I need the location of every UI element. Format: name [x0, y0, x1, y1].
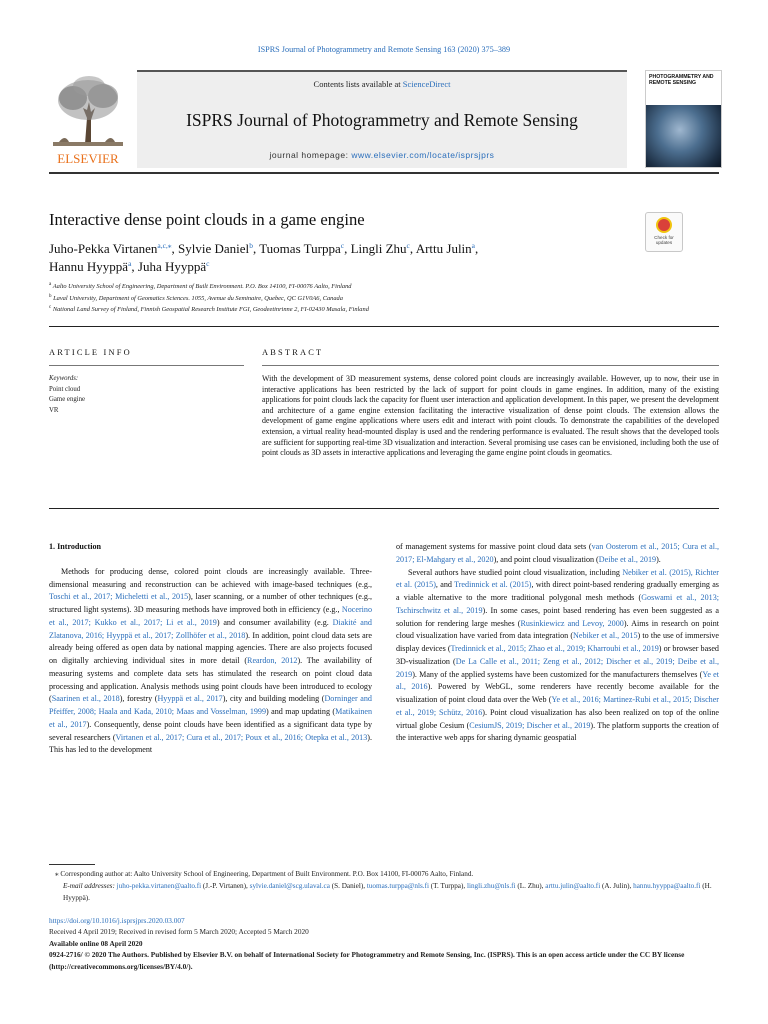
author-separator: , — [475, 241, 479, 256]
author-affiliation-marker[interactable]: a,c,⁎ — [157, 241, 172, 250]
citation-link[interactable]: van Oosterom et al., 2015; Cura et al., 2017; El-Mahgary et al., 2020 — [396, 542, 719, 564]
body-text: ), forestry ( — [119, 694, 158, 704]
citation-link[interactable]: Reardon, 2012 — [247, 656, 298, 665]
abstract-divider — [49, 508, 719, 509]
section-heading-introduction: 1. Introduction — [49, 542, 102, 551]
email-link[interactable]: lingli.zhu@nls.fi — [466, 882, 516, 890]
footnotes — [49, 868, 719, 904]
homepage-link[interactable]: www.elsevier.com/locate/isprsjprs — [351, 150, 495, 160]
header-divider — [49, 326, 719, 327]
sciencedirect-link[interactable]: ScienceDirect — [402, 79, 451, 89]
citation-link[interactable]: Tredinnick et al. (2015) — [454, 580, 532, 590]
intro-paragraph-1-continued — [396, 541, 719, 567]
body-text: ), city and building modeling ( — [222, 694, 325, 704]
citation-link[interactable]: Saarinen et al., 2018 — [51, 694, 120, 704]
affiliation-line — [49, 281, 649, 293]
citation-link[interactable]: CesiumJS, 2019; Discher et al., 2019 — [469, 720, 591, 730]
email-owner: (A. Julin), — [600, 882, 634, 890]
author-name[interactable]: Hannu Hyyppä — [49, 259, 129, 274]
email-owner: (L. Zhu), — [515, 882, 546, 890]
footnote-rule — [49, 864, 95, 865]
homepage-line — [137, 150, 627, 160]
affiliation-line — [49, 293, 649, 305]
body-text: Several authors have studied point cloud visualization, including — [408, 567, 623, 577]
author-affiliation-marker[interactable]: c — [206, 259, 210, 268]
citation-link[interactable]: Diakité and Zlatanova, 2016; Hyyppä et al., 2017; Zollhöfer et al., 2018 — [49, 617, 372, 640]
author-name[interactable]: Arttu Julin — [415, 241, 472, 256]
body-text: ). Many of the applied systems have been customized for the manufacturers themselves ( — [412, 669, 703, 679]
author-list — [49, 240, 589, 276]
author-name[interactable]: Lingli Zhu — [350, 241, 407, 256]
email-addresses — [49, 880, 719, 904]
affiliation-text: Aalto University School of Engineering, Department of Built Environment. P.O. Box 14100, FI-00076 Aalto, Finland — [51, 283, 352, 290]
license-statement: 0924-2716/ © 2020 The Authors. Published by Elsevier B.V. on behalf of International Society for Photogrammetry and Remote Sensing, Inc. (ISPRS). This is an open access article under the CC BY license (http://creativecommons.org/licenses/BY/4.0/). — [49, 950, 685, 971]
body-text: ) to the use of immersive display devices ( — [396, 631, 719, 653]
body-text: ). This has led to the development — [49, 732, 372, 755]
author-affiliation-marker[interactable]: a — [471, 241, 476, 250]
citation-link[interactable]: Ye et al., 2016 — [396, 669, 719, 692]
author-separator: , — [171, 241, 179, 256]
email-link[interactable]: tuomas.turppa@nls.fi — [366, 882, 429, 890]
affiliation-key: c — [49, 305, 52, 311]
received-dates: Received 4 April 2019; Received in revised form 5 March 2020; Accepted 5 March 2020 — [49, 927, 309, 937]
author-separator: , — [252, 241, 260, 256]
body-text: ). The platform supports the creation of the interactive web apps for sharing dynamic geospatial — [396, 720, 720, 743]
email-label: E-mail addresses: — [63, 882, 117, 890]
affiliation-line — [49, 304, 649, 316]
citation-link[interactable]: Deibe et al., 2019 — [598, 554, 657, 564]
abstract-text: With the development of 3D measurement systems, dense colored point clouds are increasingly available. However, up to now, their use in interactive applications has been restricted by the lack of support for point clouds in game engines. In addition, many of the existing applications for point clouds lack the capacity for fluent user interaction and application development. In this paper, we present the development and architecture of a game engine extension facilitating the interactive visualization of dense point clouds. The extension allows the development of game engine applications where users edit and interact with point clouds. To demonstrate the capabilities of the developed extension, a virtual reality head-mounted display is used and the rendering performance is evaluated. The result shows that the developed tools are sufficient for supporting real-time 3D visualization and interaction. Several promising use cases can be envisioned, including both the use of point clouds as 3D assets in interactive applications and leveraging the game engine point clouds in geomatics. — [262, 374, 719, 458]
author-name[interactable]: Tuomas Turppa — [259, 241, 341, 256]
journal-masthead — [49, 70, 723, 166]
journal-citation-link[interactable]: ISPRS Journal of Photogrammetry and Remote Sensing 163 (2020) 375–389 — [257, 45, 511, 54]
body-text: ). In some cases, point based rendering has even been suggested as a solution for rendering large meshes ( — [396, 605, 720, 628]
citation-link[interactable]: Nebiker et al. (2015), Richter et al. (2015) — [396, 567, 719, 590]
body-column-left — [49, 541, 372, 757]
contents-prefix: Contents lists available at — [313, 79, 403, 89]
citation-link[interactable]: Dorninger and Pfeiffer, 2008; Haala and Kada, 2010; Maas and Vosselman, 1999 — [49, 694, 372, 716]
citation-link[interactable]: Tredinnick et al., 2015; Zhao et al., 2019; Kharroubi et al., 2019 — [450, 644, 659, 653]
abstract-heading: ABSTRACT — [262, 348, 324, 357]
check-updates-icon — [656, 217, 672, 233]
keyword: Game engine — [49, 396, 86, 404]
citation-link[interactable]: Nebiker et al., 2015 — [573, 631, 638, 641]
body-text: ). Consequently, dense point clouds have been identified as a significant data type by several researchers ( — [49, 719, 372, 742]
affiliation-text: National Land Survey of Finland, Finnish Geospatial Research Institute FGI, Geodeetinrinne 2, FI-02430 Masala, Finland — [51, 306, 369, 314]
email-link[interactable]: juho-pekka.virtanen@aalto.fi — [116, 882, 202, 890]
article-title: Interactive dense point clouds in a game engine — [49, 210, 365, 229]
keyword-list — [49, 385, 85, 417]
masthead-band — [137, 70, 627, 168]
body-column-right — [396, 541, 719, 745]
cover-title: PHOTOGRAMMETRY AND REMOTE SENSING — [649, 74, 714, 86]
author-separator: , — [131, 259, 138, 274]
citation-link[interactable]: Matikainen et al., 2017 — [49, 707, 373, 729]
body-text: ). — [656, 554, 661, 564]
keyword: Point cloud — [49, 385, 81, 393]
affiliation-key: a — [49, 282, 52, 287]
author-affiliation-marker[interactable]: b — [249, 241, 253, 250]
author-name[interactable]: Juha Hyyppä — [137, 259, 207, 274]
homepage-prefix: journal homepage: — [269, 150, 352, 160]
contents-line — [137, 79, 627, 89]
body-text: , with direct point-based rendering gradually emerging as a viable alternative to the more traditional polygonal mesh methods ( — [396, 580, 719, 602]
corresponding-author-note: ⁎ Corresponding author at: Aalto University School of Engineering, Department of Built Environment. P.O. Box 14100, FI-00076 Aalto, Finland. — [55, 870, 474, 878]
author-affiliation-marker[interactable]: a — [128, 259, 132, 268]
affiliation-text: Laval University, Department of Geomatics Sciences. 1055, Avenue du Seminaire, Quebec, QC G1V0A6, Canada — [51, 294, 343, 302]
article-info-rule — [49, 365, 244, 366]
body-text: , and — [435, 580, 455, 590]
body-text: Methods for producing dense, colored point clouds are increasingly available. Three-dimensional measuring and reconstruction can be achieved with image-based techniques (e.g., — [49, 566, 372, 589]
available-online: Available online 08 April 2020 — [49, 938, 143, 948]
citation-link[interactable]: Virtanen et al., 2017; Cura et al., 2017; Poux et al., 2016; Otepka et al., 2013 — [115, 732, 368, 742]
intro-paragraph-1 — [49, 566, 372, 757]
body-text: ). Powered by WebGL, some renderers have recently become available for the visualization of point cloud data over the Web ( — [396, 682, 720, 704]
email-link[interactable]: arttu.julin@aalto.fi — [545, 882, 601, 890]
doi-link[interactable]: https://doi.org/10.1016/j.isprsjprs.2020.03.007 — [49, 916, 185, 925]
elsevier-logo[interactable] — [49, 72, 127, 166]
author-separator: , — [344, 241, 351, 256]
email-owner: (J.-P. Virtanen), — [201, 882, 250, 890]
keywords-block — [49, 374, 85, 416]
article-info-heading: ARTICLE INFO — [49, 348, 132, 357]
masthead-divider — [49, 172, 719, 174]
journal-cover-thumbnail[interactable] — [645, 70, 722, 168]
author-affiliation-marker[interactable]: c — [340, 241, 345, 250]
body-text: ). In addition, point cloud data sets are already being offered as open data by national mapping agencies. There are also projects focused on digitally archieving individual sites in more detail ( — [49, 630, 372, 665]
body-text: ) and consumer availability (e.g. — [216, 617, 333, 627]
author-name[interactable]: Sylvie Daniel — [178, 241, 250, 256]
body-text: ) and map updating ( — [266, 707, 336, 716]
citation-link[interactable]: De La Calle et al., 2011; Zeng et al., 2012; Discher et al., 2019; Deibe et al., 2019 — [396, 656, 719, 679]
body-text: ). The availability of measuring systems and complete data sets has stimulated the research on point cloud data processing and application. Analysis methods using point clouds have been introduced to ecology ( — [49, 656, 372, 704]
intro-paragraph-2 — [396, 567, 719, 746]
email-owner: (S. Daniel), — [329, 882, 367, 890]
email-link[interactable]: sylvie.daniel@scg.ulaval.ca — [249, 882, 330, 890]
citation-link[interactable]: Nocerino et al., 2017; Kukko et al., 2017; Li et al., 2019 — [49, 605, 372, 627]
email-owner: (H. Hyyppä). — [63, 882, 712, 902]
check-updates-label: Check for updates — [654, 235, 674, 245]
author-name[interactable]: Juho-Pekka Virtanen — [49, 241, 158, 256]
body-text: ) or browser based 3D-visualization ( — [396, 644, 719, 666]
body-text: ). Point cloud visualization has also been realized on top of the online virtual globe Cesium ( — [396, 707, 719, 730]
publication-info — [49, 915, 719, 972]
citation-link[interactable]: Goswami et al., 2013; Tschirschwitz et al., 2019 — [396, 593, 719, 615]
journal-title: ISPRS Journal of Photogrammetry and Remote Sensing — [186, 110, 578, 130]
affiliation-key: b — [49, 293, 52, 299]
body-text: ), and point cloud visualization ( — [493, 554, 599, 564]
publisher-logo-text: ELSEVIER — [57, 151, 119, 166]
body-text: ), laser scanning, or a number of other techniques (e.g., structured light systems). 3D measuring methods have improved both in efficiency (e.g., — [49, 592, 373, 614]
body-text: ). Aims in research on point cloud visualization have varied from data integration ( — [396, 618, 719, 641]
keywords-label: Keywords: — [49, 375, 79, 382]
affiliations — [49, 281, 649, 316]
email-link[interactable]: hannu.hyyppa@aalto.fi — [633, 882, 701, 890]
author-affiliation-marker[interactable]: c — [406, 241, 410, 250]
citation-link[interactable]: Ye et al., 2016; Martinez-Rubi et al., 2015; Discher et al., 2019; Schütz, 2016 — [396, 695, 719, 717]
citation-link[interactable]: Rusinkiewicz and Levoy, 2000 — [520, 618, 624, 628]
keyword: VR — [49, 406, 59, 414]
elsevier-tree-icon — [49, 72, 127, 166]
citation-link[interactable]: Toschi et al., 2017; Micheletti et al., 2015 — [49, 592, 189, 602]
body-text: of management systems for massive point cloud data sets ( — [396, 542, 592, 551]
check-for-updates-button[interactable] — [645, 212, 683, 252]
email-owner: (T. Turppa), — [428, 882, 467, 890]
author-separator: , — [409, 241, 416, 256]
citation-link[interactable]: Hyyppä et al., 2017 — [157, 694, 223, 704]
cover-globe-image — [646, 105, 721, 167]
abstract-rule — [262, 365, 719, 366]
